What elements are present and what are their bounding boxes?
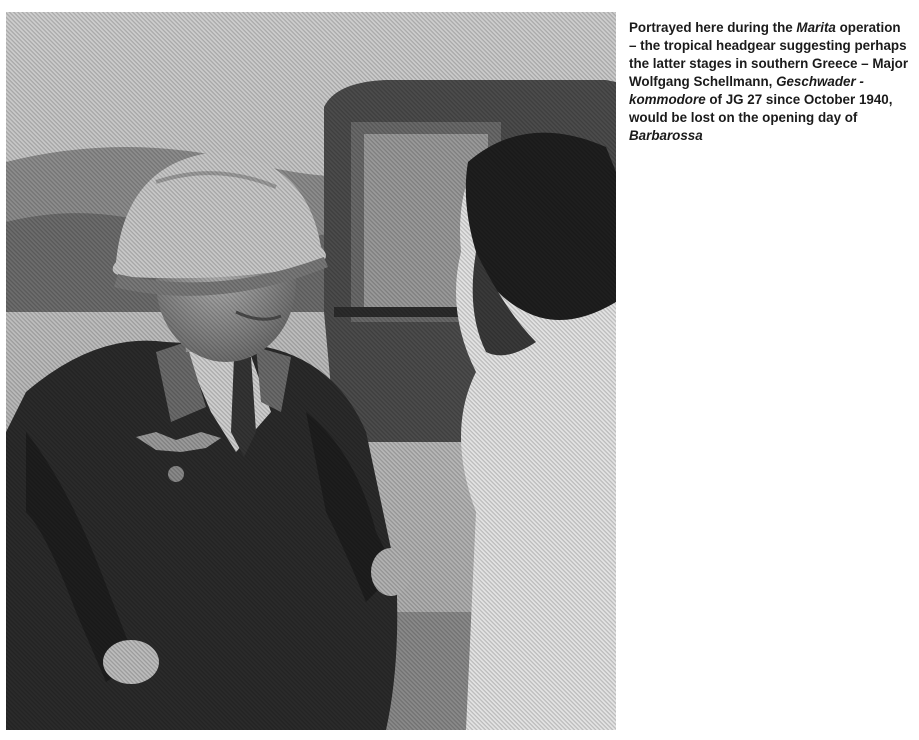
caption-text: of JG 27 since October 1940, would be lost on the opening day of [629,92,897,125]
officer-in-pith-helmet-photo [6,12,616,730]
caption-text: Portrayed here during the [629,20,797,35]
photo-caption [629,19,911,145]
caption-italic-text: Marita [796,20,836,35]
caption-text: operation – the tropical headgear suggesting perhaps the latter stages in southern Greece – Major Wolfgang Schellmann, [629,20,912,89]
caption-italic-text: Barbarossa [629,128,703,143]
caption-italic-text: Geschwader - kommodore [629,74,864,107]
